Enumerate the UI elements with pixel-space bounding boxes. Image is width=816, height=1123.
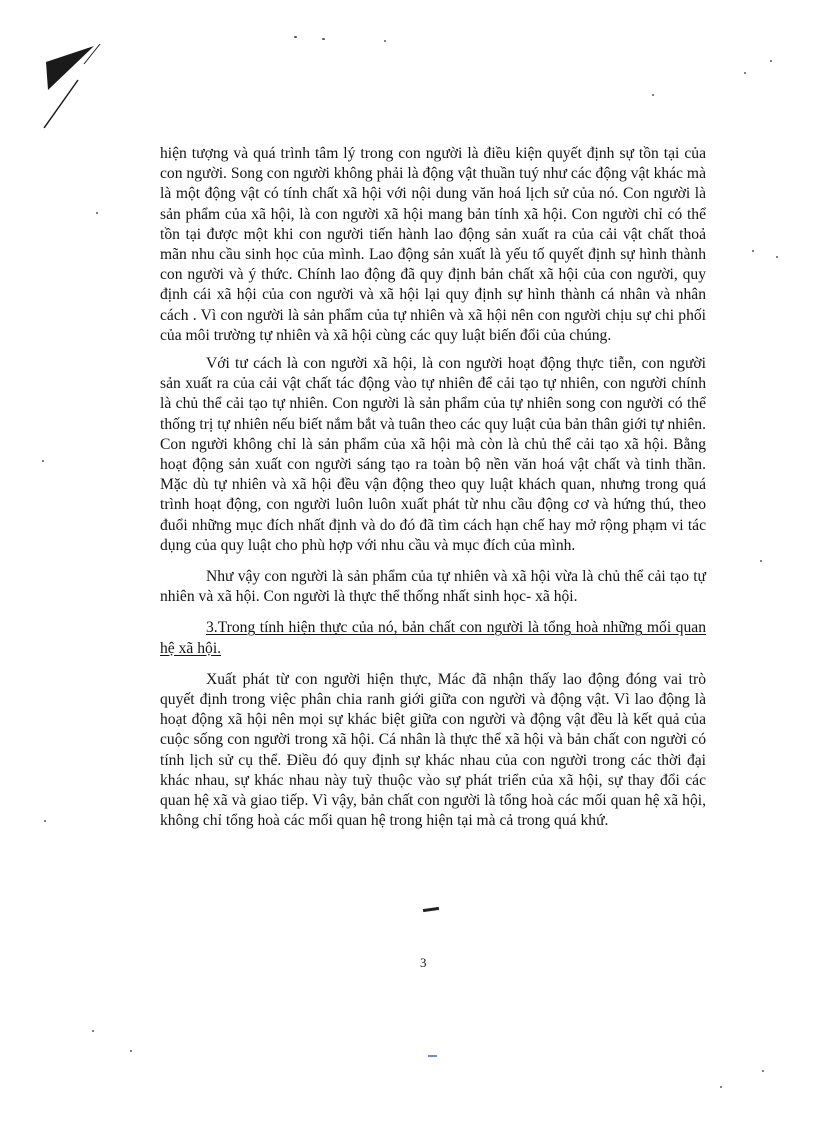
ink-mark	[423, 907, 439, 912]
paragraph-1: hiện tượng và quá trình tâm lý trong con người là điều kiện quyết định sự tồn tại của con người. Song con người không phải là động vật thuần tuý như các động vật khác mà là một động vật có tính chất xã hội với nội dung văn hoá lịch sử của nó. Con người là sản phẩm của xã hội, là con người xã hội mang bản tính xã hội. Con người chỉ có thể tồn tại được một khi con người tiến hành lao động sản xuất ra của cải vật chất thoả mãn nhu cầu sinh học của mình. Lao động sản xuất là yếu tố quyết định sự hình thành con người và ý thức. Chính lao động đã quy định bản chất xã hội của con người, quy định cái xã hội của con người và xã hội lại quy định sự hình thành cá nhân và nhân cách . Vì con người là sản phẩm của tự nhiên và xã hội nên con người chịu sự chi phối của môi trường tự nhiên và xã hội cùng các quy luật biến đổi của chúng.	[160, 145, 706, 344]
scan-speck	[760, 560, 762, 562]
scan-speck	[92, 1030, 94, 1032]
scan-speck	[762, 1070, 764, 1072]
scan-speck	[42, 460, 44, 462]
scan-speck	[322, 38, 325, 40]
paragraph-2: Với tư cách là con người xã hội, là con người hoạt động thực tiễn, con người sản xuất ra của cải vật chất tác động vào tự nhiên để cải tạo tự nhiên, con người chính là chủ thể cải tạo tự nhiên. Con người là sản phẩm của tự nhiên song con người có thể thống trị tự nhiên nếu biết nắm bắt và tuân theo các quy luật của bản thân giới tự nhiên. Con người không chỉ là sản phẩm của xã hội mà còn là chủ thể cải tạo xã hội. Bằng hoạt động sản xuất con người sáng tạo ra toàn bộ nền văn hoá vật chất và tinh thần. Mặc dù tự nhiên và xã hội đều vận động theo quy luật khách quan, nhưng trong quá trình hoạt động, con người luôn luôn xuất phát từ nhu cầu động cơ và hứng thú, theo đuổi những mục đích nhất định và do đó đã tìm cách hạn chế hay mở rộng phạm vi tác dụng của quy luật cho phù hợp với nhu cầu và mục đích của mình.	[160, 355, 706, 554]
scan-speck	[744, 72, 746, 74]
paragraph-3: Như vậy con người là sản phẩm của tự nhiên và xã hội vừa là chủ thể cải tạo tự nhiên và xã hội. Con người là thực thể thống nhất sinh học- xã hội.	[160, 568, 706, 606]
scan-speck	[96, 212, 98, 214]
scan-speck	[130, 1050, 132, 1052]
scan-speck	[652, 94, 654, 96]
scan-speck	[776, 256, 778, 258]
document-body	[160, 144, 706, 832]
paragraph-4: Xuất phát từ con người hiện thực, Mác đã nhận thấy lao động đóng vai trò quyết định trong việc phân chia ranh giới giữa con người và động vật. Vì lao động là hoạt động xã hội nên mọi sự khác biệt giữa con người và động vật đều là kết quả của cuộc sống con người trong xã hội. Cá nhân là thực thể xã hội và bản chất con người có tính lịch sử cụ thể. Điều đó quy định sự khác nhau của con người trong các thời đại khác nhau, sự khác nhau này tuỳ thuộc vào sự phát triển của xã hội, sự thay đổi các quan hệ xã và giao tiếp. Vì vậy, bản chất con người là tổng hoà các mối quan hệ xã hội, không chỉ tổng hoà các mối quan hệ trong hiện tại mà cả trong quá khứ.	[160, 670, 706, 830]
ink-mark-blue	[428, 1055, 437, 1057]
scan-speck	[770, 60, 772, 62]
scan-speck	[44, 820, 46, 822]
scan-speck	[720, 1086, 722, 1088]
scan-speck	[294, 36, 297, 38]
section-heading: 3.Trong tính hiện thực của nó, bản chất con người là tổng hoà những mối quan hệ xã hội.	[160, 619, 706, 657]
page-number: 3	[420, 955, 427, 970]
scan-speck	[752, 250, 754, 252]
scan-corner-mark-icon	[38, 40, 118, 130]
scan-speck	[384, 40, 386, 42]
